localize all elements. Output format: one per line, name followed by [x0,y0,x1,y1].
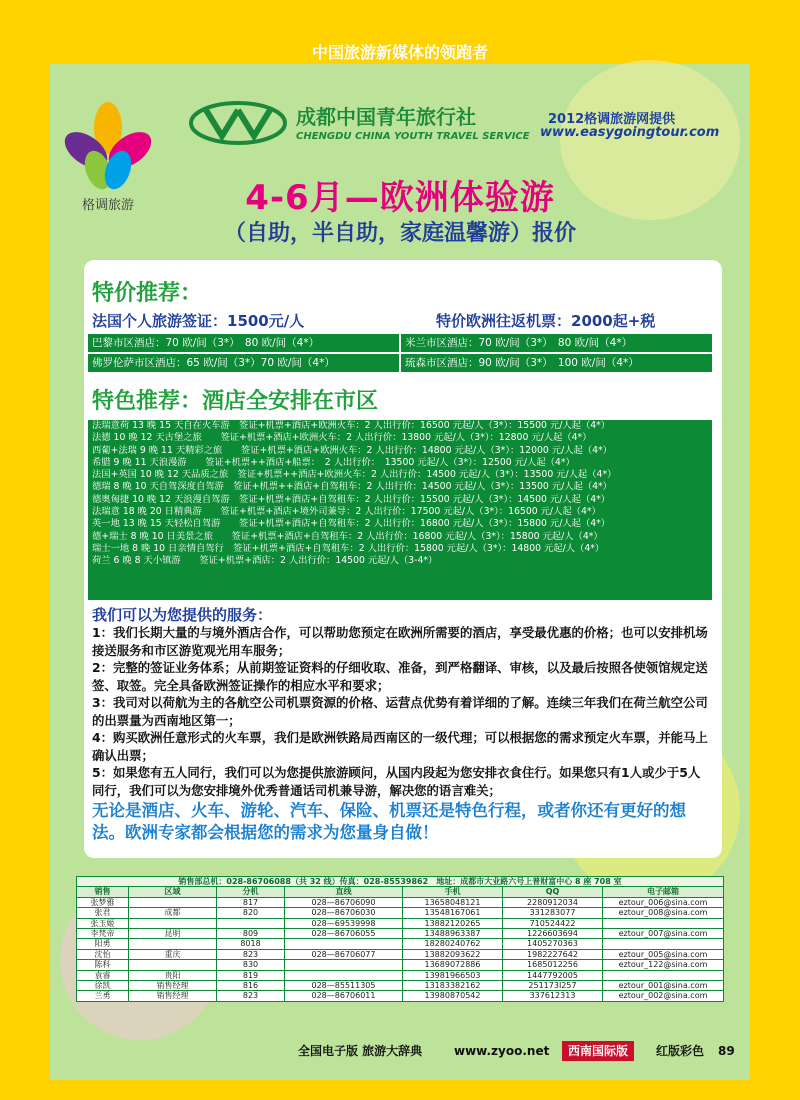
contact-cell: 13981966503 [403,970,503,980]
column-header: 区域 [129,887,217,897]
contact-cell: 028—86706055 [285,929,403,939]
contact-cell: 李梵帝 [77,929,129,939]
footer-website[interactable]: www.zyoo.net [454,1044,550,1058]
contact-cell: 13488963387 [403,929,503,939]
route-item: 法国+英国 10 晚 12 天品质之旅 签证+机票++酒店+欧洲火车：2 人出行价：14500 元起/人（3*）：13500 元/人起（4*） [92,469,617,481]
contact-cell[interactable]: eztour_122@sina.com [603,960,724,970]
contact-cell: 阳勇 [77,939,129,949]
contact-cell: 830 [217,960,285,970]
contact-cell: 1982227642 [503,949,603,959]
contact-cell[interactable]: eztour_006@sina.com [603,897,724,907]
contact-cell: 2280912034 [503,897,603,907]
contact-cell: 028—86706090 [285,897,403,907]
contact-cell [217,918,285,928]
contact-cell [285,970,403,980]
top-banner: 中国旅游新媒体的领跑者 [311,43,488,62]
contact-cell: 337612313 [503,991,603,1001]
route-item: 法瑞意 18 晚 20 日精典游 签证+机票+酒店+境外司兼导：2 人出行价：17500 元起/人（3*）：16500 元/人起（4*） [92,506,601,518]
service-item: 3：我司对以荷航为主的各航空公司机票资源的价格、运营点优势有着详细的了解。连续三年我们在荷兰航空公司的出票量为西南地区第一； [92,695,708,728]
contact-cell: 251173I257 [503,981,603,991]
services-list [92,624,712,799]
website-link[interactable]: www.easygoingtour.com [540,125,720,140]
column-header: 分机 [217,887,285,897]
page-number: 89 [718,1044,735,1058]
contact-cell [129,897,217,907]
contact-cell: 1685012256 [503,960,603,970]
route-list [88,420,712,600]
special-heading: 特价推荐： [92,281,203,306]
page-subtitle: （自助，半自助，家庭温馨游）报价 [223,221,576,246]
contact-cell: 819 [217,970,285,980]
column-header: 手机 [403,887,503,897]
contact-columns [77,887,724,897]
contact-cell: 823 [217,991,285,1001]
cyts-logo-icon [188,100,288,146]
column-header: 直线 [285,887,403,897]
contact-cell [603,970,724,980]
contact-row [77,960,724,970]
route-item: 法瑞意荷 13 晚 15 天自在火车游 签证+机票+酒店+欧洲火车：2 人出行价：16500 元起/人（3*）：15500 元/人起（4*） [92,420,611,431]
contact-row [77,908,724,918]
service-item: 2：完整的签证业务体系；从前期签证资料的仔细收取、准备，到严格翻译、审核，以及最后按照各使领馆规定送签、取签。完全具备欧洲签证操作的相应水平和要求； [92,660,708,693]
footer-label: 全国电子版 旅游大辞典 [298,1044,423,1058]
route-item: 法德 10 晚 12 天古堡之旅 签证+机票+酒店+欧洲火车：2 人出行价：13800 元起/人（3*）：12800 元/人起（4*） [92,432,592,444]
contact-cell: 18280240762 [403,939,503,949]
hotel-price-grid [88,334,712,372]
contact-row [77,939,724,949]
contact-cell: 1405270363 [503,939,603,949]
contact-cell: 张梦雅 [77,897,129,907]
hotel-price: 佛罗伦萨市区酒店：65 欧/间（3*）70 欧/间（4*） [88,354,399,372]
call-to-action: 无论是酒店、火车、游轮、汽车、保险、机票还是特色行程，或者你还有更好的想法。欧洲专家都会根据您的需求为您量身自做！ [92,801,686,842]
contact-cell: 1226603694 [503,929,603,939]
contact-row [77,981,724,991]
contact-cell: 昆明 [129,929,217,939]
services-heading: 我们可以为您提供的服务： [92,606,273,624]
route-item: 德+瑞士 8 晚 10 日美景之旅 签证+机票+酒店+自驾租车：2 人出行价：16800 元起/人（3*）：15800 元起/人（4*） [92,530,603,542]
contact-row [77,991,724,1001]
contact-cell: 徐凯 [77,981,129,991]
contact-cell: 823 [217,949,285,959]
contact-cell[interactable]: eztour_001@sina.com [603,981,724,991]
contact-cell: 陈科 [77,960,129,970]
contact-cell: 13882120265 [403,918,503,928]
contact-cell [285,960,403,970]
contact-table [76,876,724,1002]
contact-cell: 028—69539998 [285,918,403,928]
contact-cell: 331283077 [503,908,603,918]
contact-header: 销售部总机：028-86706088（共 32 线）传真：028-85539862 地址：成都市大业路六号上普财富中心 8 座 708 室 [77,877,724,887]
contact-cell: 沈怡 [77,949,129,959]
contact-cell: 13689072886 [403,960,503,970]
contact-cell: 13183382162 [403,981,503,991]
agency-name-cn: 成都中国青年旅行社 [296,105,476,129]
contact-row [77,929,724,939]
contact-cell: 809 [217,929,285,939]
contact-cell: 028—86706077 [285,949,403,959]
contact-cell: 销售经理 [129,991,217,1001]
featured-heading: 特色推荐：酒店全安排在市区 [92,389,379,414]
contact-cell: 张君 [77,908,129,918]
hotel-price: 巴黎市区酒店：70 欧/间（3*） 80 欧/间（4*） [88,334,399,352]
visa-price: 法国个人旅游签证：1500元/人 [92,312,305,330]
agency-name-en: CHENGDU CHINA YOUTH TRAVEL SERVICE [296,131,530,142]
edition-badge: 西南国际版 [562,1041,634,1061]
flight-price: 特价欧洲往返机票：2000起+税 [436,312,656,330]
contact-cell: 028—86706030 [285,908,403,918]
contact-cell: 兰勇 [77,991,129,1001]
contact-cell [129,939,217,949]
contact-cell: 袁睿 [77,970,129,980]
contact-cell: 销售经理 [129,981,217,991]
contact-cell [603,939,724,949]
route-item: 荷兰 6 晚 8 天小镇游 签证+机票+酒店：2 人出行价：14500 元起/人（3-4*） [92,555,438,567]
contact-cell[interactable]: eztour_008@sina.com [603,908,724,918]
contact-cell: 1447792005 [503,970,603,980]
route-item: 瑞士一地 8 晚 10 日亲情自驾行 签证+机票+酒店+自驾租车：2 人出行价：15800 元起/人（3*）：14800 元起/人（4*） [92,542,605,554]
contact-cell: 8018 [217,939,285,949]
contact-cell: 13548167061 [403,908,503,918]
route-item: 西葡+法瑞 9 晚 11 天精彩之旅 签证+机票+酒店+欧洲火车：2 人出行价：14800 元起/人（3*）：12000 元/人起（4*） [92,444,612,456]
contact-row [77,897,724,907]
contact-row [77,949,724,959]
contact-cell: 张玉姬 [77,918,129,928]
contact-cell[interactable]: eztour_007@sina.com [603,929,724,939]
contact-cell: 13882093622 [403,949,503,959]
contact-cell: 13980870542 [403,991,503,1001]
contact-cell: 028—85511305 [285,981,403,991]
contact-cell [129,960,217,970]
logo-text: 格调旅游 [81,198,134,213]
contact-rows [77,897,724,1001]
hotel-price: 米兰市区酒店：70 欧/间（3*） 80 欧/间（4*） [401,334,712,352]
contact-cell: 817 [217,897,285,907]
route-item: 德瑞 8 晚 10 天自驾深度自驾游 签证+机票++酒店+自驾租车：2 人出行价：14500 元起/人（3*）：13500 元/人起（4*） [92,481,612,493]
contact-cell: 816 [217,981,285,991]
contact-cell: 710524422 [503,918,603,928]
service-item: 1：我们长期大量的与境外酒店合作，可以帮助您预定在欧洲所需要的酒店，享受最优惠的价格；也可以安排机场接送服务和市区游览观光用车服务； [92,625,708,658]
contact-cell[interactable]: eztour_005@sina.com [603,949,724,959]
contact-cell: 重庆 [129,949,217,959]
contact-cell: 820 [217,908,285,918]
column-header: 电子邮箱 [603,887,724,897]
route-item: 德奥匈捷 10 晚 12 天浪漫自驾游 签证+机票+酒店+自驾租车：2 人出行价：15500 元起/人（3*）：14500 元/人起（4*） [92,493,611,505]
contact-cell [285,939,403,949]
contact-cell: 贵阳 [129,970,217,980]
hotel-price: 琉森市区酒店：90 欧/间（3*） 100 欧/间（4*） [401,354,712,372]
route-item: 希腊 9 晚 11 天浪漫游 签证+机票++酒店+船票： 2 人出行价： 13500 元起/人（3*）：12500 元/人起（4*） [92,456,575,468]
column-header: 销售 [77,887,129,897]
provided-by: 2012格调旅游网提供 [548,112,676,127]
footer-color: 红版彩色 [656,1044,705,1058]
page-title: 4-6月—欧洲体验游 [245,178,555,218]
contact-cell [603,918,724,928]
column-header: QQ [503,887,603,897]
route-item: 英一地 13 晚 15 天轻松自驾游 签证+机票+酒店+自驾租车：2 人出行价：16800 元起/人（3*）：15800 元/人起（4*） [92,518,611,530]
contact-cell: 13658048121 [403,897,503,907]
contact-row [77,918,724,928]
contact-cell: 028—86706011 [285,991,403,1001]
contact-cell[interactable]: eztour_002@sina.com [603,991,724,1001]
service-item: 4：购买欧洲任意形式的火车票，我们是欧洲铁路局西南区的一级代理；可以根据您的需求预定火车票，并能马上确认出票； [92,730,708,763]
contact-row [77,970,724,980]
contact-cell [129,918,217,928]
service-item: 5：如果您有五人同行，我们可以为您提供旅游顾问，从国内段起为您安排衣食住行。如果您只有1人或少于5人同行，我们可以为您安排境外优秀普通话司机兼导游，解决您的语言难关； [92,765,701,798]
contact-cell: 成都 [129,908,217,918]
